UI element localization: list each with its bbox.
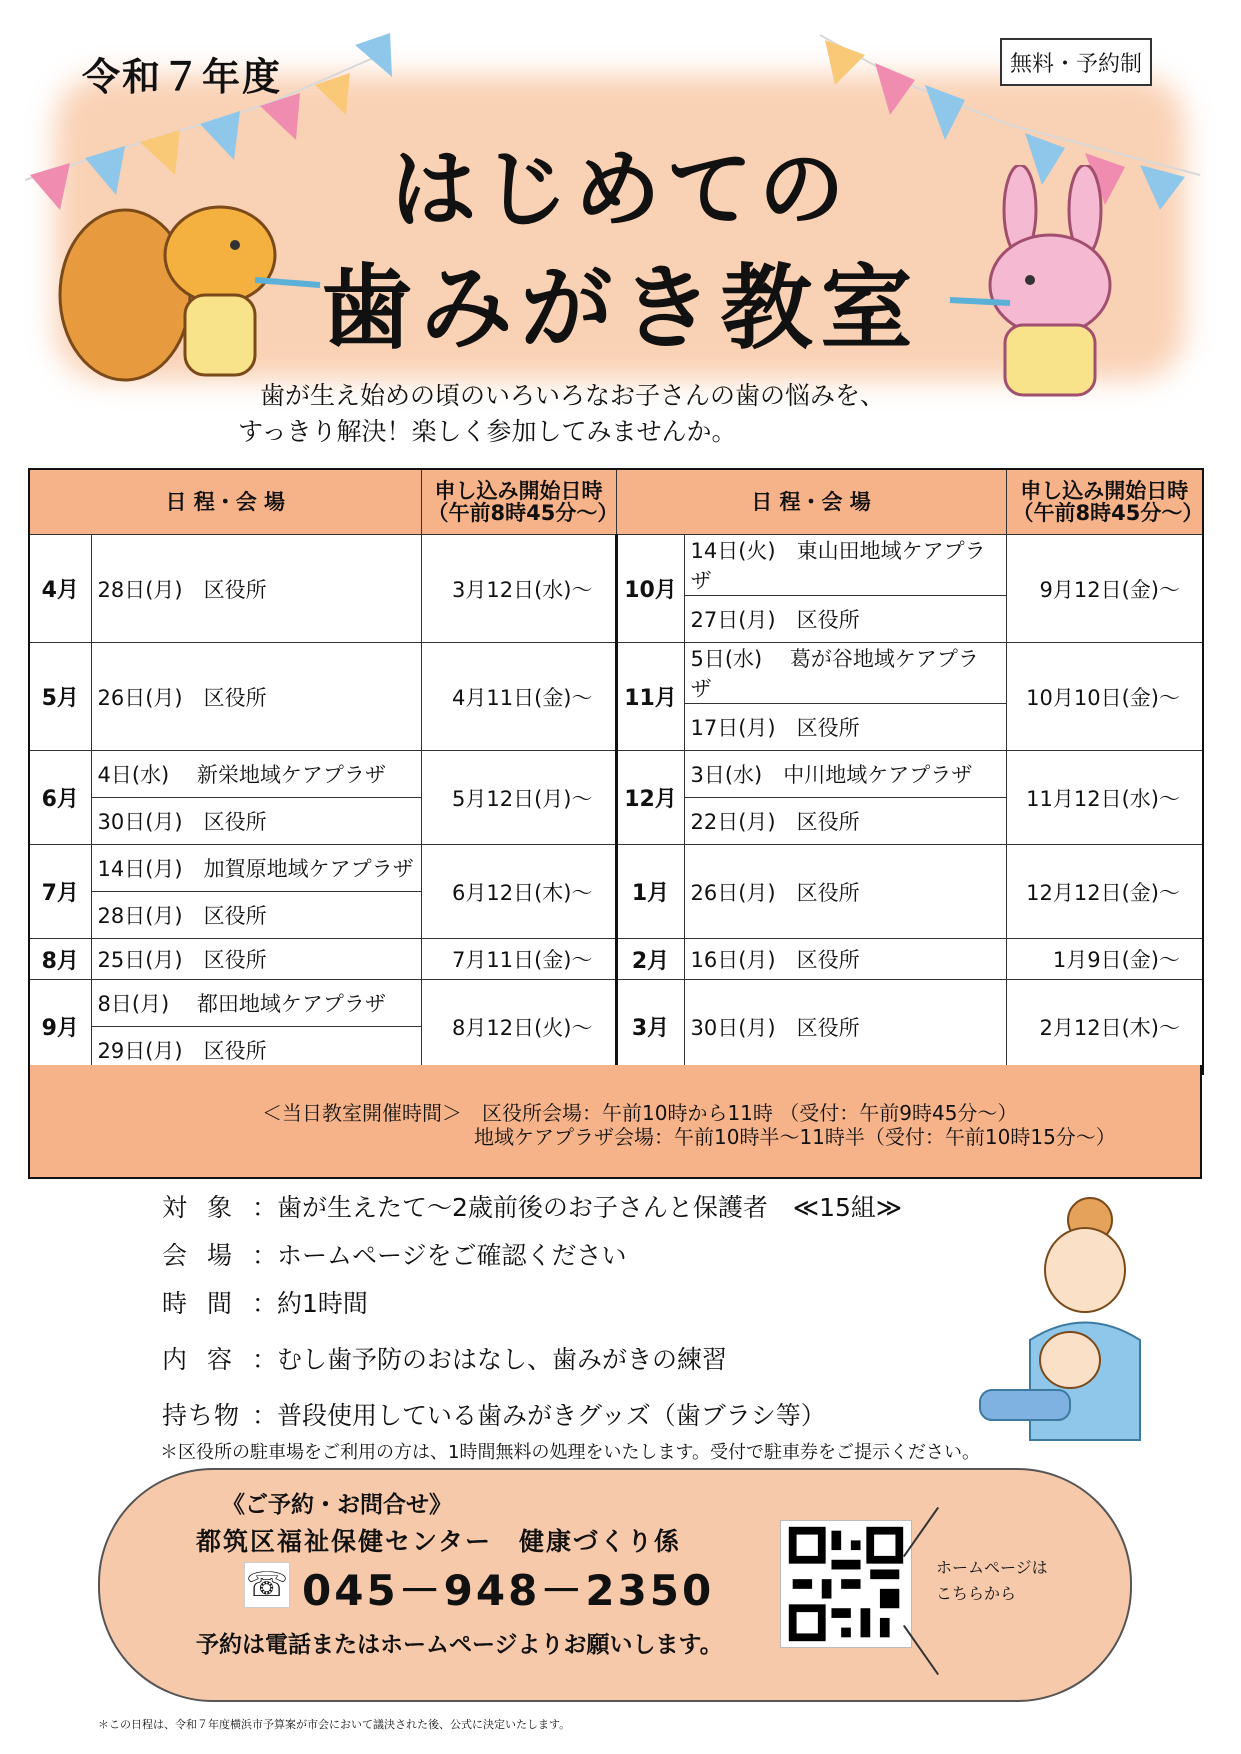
date-venue-cell: 30日(月) 区役所 [91,798,421,845]
table-row [29,751,1203,798]
date-venue-cell: 30日(月) 区役所 [684,980,1006,1075]
table-row [29,845,1203,892]
header-schedule-right: 日 程・会 場 [616,469,1006,535]
month-cell: 11月 [616,643,684,751]
homepage-hint-line-1: ホームページは [936,1558,1048,1577]
intro-line-1: 歯が生え始めの頃のいろいろなお子さんの歯の悩みを、 [260,381,886,410]
table-row [29,535,1203,596]
info-belongings: 持ち物 ：普段使用している歯みがきグッズ（歯ブラシ等） [162,1401,826,1430]
intro-line-2: すっきり解決！楽しく参加してみませんか。 [238,417,737,446]
date-venue-cell: 26日(月) 区役所 [91,643,421,751]
title-line-2: 歯みがき教室 [320,255,921,362]
title-line-1: はじめての [390,140,851,240]
month-cell: 10月 [616,535,684,643]
mother-child-illustration [960,1190,1190,1450]
application-start-cell: 4月11日(金)～ [421,643,616,751]
date-venue-cell: 14日(火) 東山田地域ケアプラザ [684,535,1006,596]
month-cell: 4月 [29,535,91,643]
table-row [29,939,1203,980]
contact-phone-number[interactable]: 045－948－2350 [302,1566,715,1615]
month-cell: 12月 [616,751,684,845]
application-start-cell: 7月11日(金)～ [421,939,616,980]
application-start-cell: 8月12日(火)～ [421,980,616,1075]
table-row [29,643,1203,704]
date-venue-cell: 26日(月) 区役所 [684,845,1006,939]
date-venue-cell: 22日(月) 区役所 [684,798,1006,845]
date-venue-cell: 3日(水) 中川地域ケアプラザ [684,751,1006,798]
class-hours-box [28,1065,1202,1179]
fiscal-year-label: 令和７年度 [82,55,283,99]
date-venue-cell: 29日(月) 区役所 [91,1027,421,1075]
header-start-right: 申し込み開始日時 （午前8時45分～） [1006,469,1203,535]
footnote: ＊この日程は、令和７年度横浜市予算案が市会において議決された後、公式に決定いたします。 [98,1718,571,1731]
date-venue-cell: 28日(月) 区役所 [91,892,421,939]
date-venue-cell: 14日(月) 加賀原地域ケアプラザ [91,845,421,892]
free-reservation-badge: 無料・予約制 [1000,38,1152,86]
info-target: 対 象 ：歯が生えたて～2歳前後のお子さんと保護者 ≪15組≫ [162,1193,903,1222]
contact-organization: 都筑区福祉保健センター 健康づくり係 [196,1527,682,1556]
application-start-cell: 9月12日(金)～ [1006,535,1203,643]
date-venue-cell: 28日(月) 区役所 [91,535,421,643]
schedule-body [29,535,1203,1075]
contact-heading: 《ご予約・お問合せ》 [222,1492,452,1518]
month-cell: 7月 [29,845,91,939]
contact-request: 予約は電話またはホームページよりお願いします。 [196,1632,723,1658]
date-venue-cell: 5日(水) 葛が谷地域ケアプラザ [684,643,1006,704]
application-start-cell: 12月12日(金)～ [1006,845,1203,939]
date-venue-cell: 25日(月) 区役所 [91,939,421,980]
month-cell: 8月 [29,939,91,980]
parking-note: ＊区役所の駐車場をご利用の方は、1時間無料の処理をいたします。受付で駐車券をご提示ください。 [160,1442,981,1463]
table-row [29,980,1203,1027]
application-start-cell: 5月12日(月)～ [421,751,616,845]
month-cell: 2月 [616,939,684,980]
qr-code[interactable] [780,1520,912,1648]
application-start-cell: 6月12日(木)～ [421,845,616,939]
info-duration: 時 間 ：約1時間 [162,1289,368,1318]
date-venue-cell: 8日(月) 都田地域ケアプラザ [91,980,421,1027]
application-start-cell: 2月12日(木)～ [1006,980,1203,1075]
date-venue-cell: 17日(月) 区役所 [684,704,1006,751]
phone-icon: ☏ [244,1562,290,1608]
info-content: 内 容 ：むし歯予防のおはなし、歯みがきの練習 [162,1345,728,1374]
homepage-hint [936,1555,1048,1607]
month-cell: 5月 [29,643,91,751]
date-venue-cell: 4日(水) 新栄地域ケアプラザ [91,751,421,798]
month-cell: 6月 [29,751,91,845]
hours-line-1: ＜当日教室開催時間＞ 区役所会場：午前10時から11時 （受付：午前9時45分～） [262,1101,1018,1125]
month-cell: 3月 [616,980,684,1075]
header-start-left: 申し込み開始日時 （午前8時45分～） [421,469,616,535]
application-start-cell: 10月10日(金)～ [1006,643,1203,751]
month-cell: 1月 [616,845,684,939]
application-start-cell: 3月12日(水)～ [421,535,616,643]
header-schedule-left: 日 程・会 場 [29,469,421,535]
schedule-table [28,468,1204,1075]
application-start-cell: 1月9日(金)～ [1006,939,1203,980]
homepage-hint-line-2: こちらから [936,1584,1017,1603]
month-cell: 9月 [29,980,91,1075]
application-start-cell: 11月12日(水)～ [1006,751,1203,845]
date-venue-cell: 27日(月) 区役所 [684,596,1006,643]
hours-line-2: 地域ケアプラザ会場：午前10時半～11時半（受付：午前10時15分～） [474,1125,1116,1149]
intro-text [238,378,1020,450]
date-venue-cell: 16日(月) 区役所 [684,939,1006,980]
info-venue: 会 場 ：ホームページをご確認ください [162,1241,627,1270]
